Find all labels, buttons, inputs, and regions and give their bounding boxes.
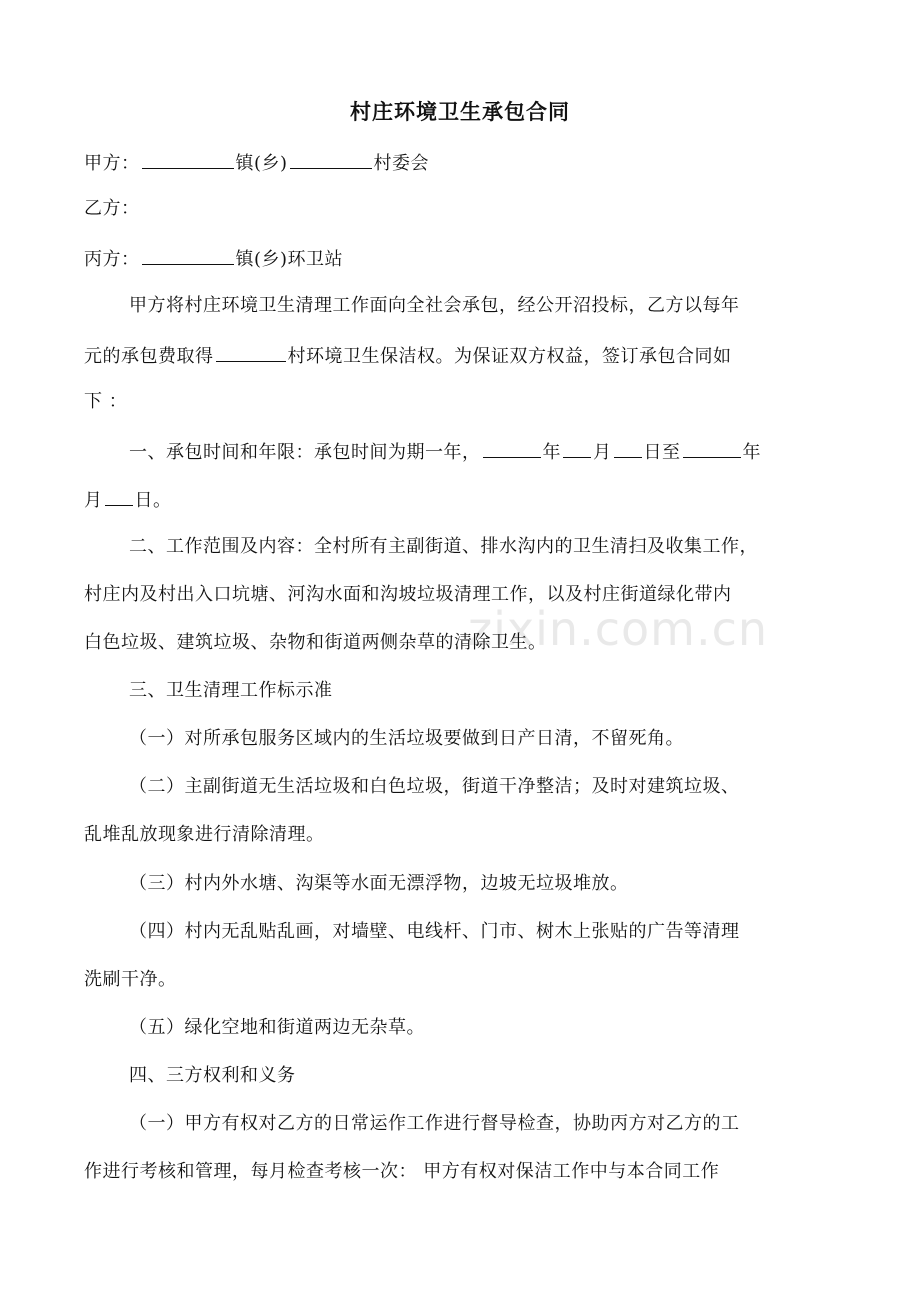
party-c-town-blank[interactable] xyxy=(142,242,234,265)
party-a-line xyxy=(84,146,836,179)
watermark: zixin.com.cn xyxy=(468,602,769,656)
party-a-village-blank[interactable] xyxy=(290,146,372,169)
section1-year: 年 xyxy=(542,442,561,463)
intro-line-2 xyxy=(84,339,836,372)
section3-heading: 三、卫生清理工作标示准 xyxy=(129,680,333,701)
intro-line-2-a: 元的承包费取得 xyxy=(84,346,214,367)
section1-year2: 年 xyxy=(742,442,761,463)
party-a-suffix: 村委会 xyxy=(373,153,430,174)
intro-line-1: 甲方将村庄环境卫生清理工作面向全社会承包，经公开沼投标，乙方以每年 xyxy=(129,295,740,316)
document-title: 村庄环境卫生承包合同 xyxy=(350,99,570,124)
section1-day-to: 日至 xyxy=(643,442,681,463)
section4-item-1-line-2: 作进行考核和管理，每月检查考核一次： 甲方有权对保洁工作中与本合同工作 xyxy=(84,1161,720,1182)
party-b-line xyxy=(84,194,836,224)
intro-line-3: 下 ： xyxy=(84,391,128,412)
section4-heading: 四、三方权利和义务 xyxy=(129,1065,296,1086)
end-year-blank[interactable] xyxy=(683,435,741,458)
section3-item-4-line-2: 洗刷干净。 xyxy=(84,969,177,990)
section3-item-2-line-1: （二）主副街道无生活垃圾和白色垃圾，街道干净整洁；及时对建筑垃圾、 xyxy=(129,776,740,797)
start-month-blank[interactable] xyxy=(563,435,591,458)
section3-item-5: （五）绿化空地和街道两边无杂草。 xyxy=(129,1017,425,1038)
party-a-town-label: 镇(乡) xyxy=(235,153,288,174)
section1-month2: 月 xyxy=(84,490,103,511)
section3-item-3: （三）村内外水塘、沟渠等水面无漂浮物，边坡无垃圾堆放。 xyxy=(129,873,629,894)
section3-item-4-line-1: （四）村内无乱贴乱画，对墙壁、电线杆、门市、树木上张贴的广告等清理 xyxy=(129,921,740,942)
section1-day: 日。 xyxy=(134,490,172,511)
party-a-town-blank[interactable] xyxy=(142,146,234,169)
intro-line-2-b: 村环境卫生保洁权。为保证双方权益，签订承包合同如 xyxy=(287,346,732,367)
section4-item-1-line-1: （一）甲方有权对乙方的日常运作工作进行督导检查，协助丙方对乙方的工 xyxy=(129,1113,740,1134)
section1-month: 月 xyxy=(593,442,612,463)
party-c-label: 丙方： xyxy=(84,249,140,270)
section1-line-1 xyxy=(84,435,836,468)
start-year-blank[interactable] xyxy=(483,435,541,458)
section3-item-2-line-2: 乱堆乱放现象进行清除清理。 xyxy=(84,824,325,845)
section3-item-1: （一）对所承包服务区域内的生活垃圾要做到日产日清，不留死角。 xyxy=(129,728,684,749)
party-c-line xyxy=(84,242,836,275)
section2-line-3: 白色垃圾、建筑垃圾、杂物和街道两侧杂草的清除卫生。 xyxy=(84,632,547,653)
intro-village-blank[interactable] xyxy=(216,339,286,362)
start-day-blank[interactable] xyxy=(614,435,642,458)
party-a-label: 甲方： xyxy=(84,153,140,174)
section1-lead: 一、承包时间和年限：承包时间为期一年， xyxy=(129,442,481,463)
section1-line-2 xyxy=(84,483,836,516)
party-b-label: 乙方： xyxy=(84,198,140,219)
party-c-suffix: 镇(乡)环卫站 xyxy=(235,249,344,270)
section2-line-2: 村庄内及村出入口坑塘、河沟水面和沟坡垃圾清理工作，以及村庄街道绿化带内 xyxy=(84,584,732,605)
end-day-blank[interactable] xyxy=(105,483,133,506)
section2-line-1: 二、工作范围及内容：全村所有主副街道、排水沟内的卫生清扫及收集工作， xyxy=(129,536,758,557)
